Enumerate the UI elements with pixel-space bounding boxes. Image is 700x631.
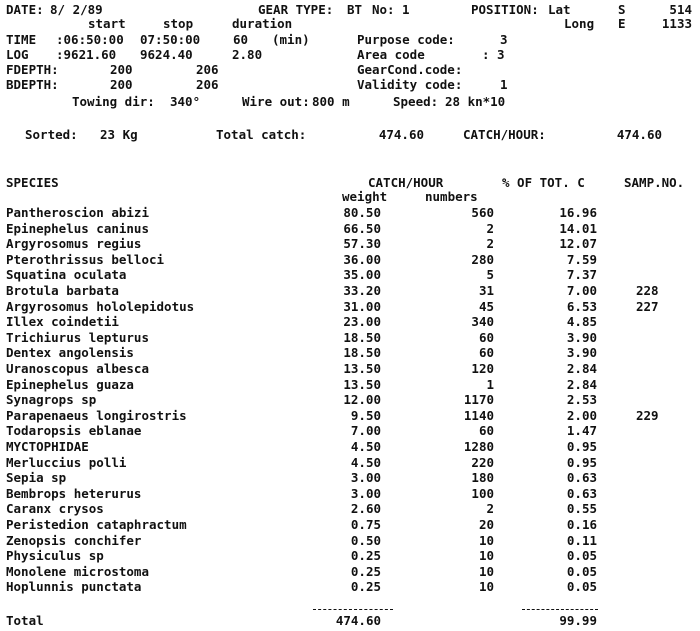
lat-value: 514 bbox=[669, 2, 692, 17]
species-name: Pterothrissus belloci bbox=[6, 252, 165, 267]
species-name: Zenopsis conchifer bbox=[6, 533, 142, 548]
species-name: Epinephelus caninus bbox=[6, 221, 149, 236]
weight-column-header: weight bbox=[342, 189, 388, 204]
numbers-value: 340 bbox=[471, 314, 494, 329]
numbers-value: 1140 bbox=[463, 408, 494, 423]
bdepth-label: BDEPTH: bbox=[6, 77, 59, 92]
total-label: Total bbox=[6, 613, 44, 628]
catch-hour-value: 474.60 bbox=[616, 127, 662, 142]
weight-value: 7.00 bbox=[350, 423, 381, 438]
species-name: Monolene microstoma bbox=[6, 564, 149, 579]
long-value: 1133 bbox=[661, 16, 692, 31]
purpose-label: Purpose code: bbox=[357, 32, 455, 47]
species-name: Trichiurus lepturus bbox=[6, 330, 149, 345]
total-pct: 99.99 bbox=[559, 613, 597, 628]
species-name: Argyrosomus hololepidotus bbox=[6, 299, 195, 314]
pct-value: 7.59 bbox=[566, 252, 597, 267]
species-name: MYCTOPHIDAE bbox=[6, 439, 89, 454]
species-name: Bembrops heterurus bbox=[6, 486, 142, 501]
catch-hour-label: CATCH/HOUR: bbox=[463, 127, 546, 142]
numbers-value: 280 bbox=[471, 252, 494, 267]
validity-label: Validity code: bbox=[357, 77, 463, 92]
numbers-value: 2 bbox=[486, 236, 494, 251]
log-label: LOG bbox=[6, 47, 29, 62]
numbers-value: 220 bbox=[471, 455, 494, 470]
sorted-label: Sorted: bbox=[25, 127, 78, 142]
pct-value: 7.37 bbox=[566, 267, 597, 282]
numbers-value: 2 bbox=[486, 501, 494, 516]
numbers-value: 100 bbox=[471, 486, 494, 501]
numbers-value: 120 bbox=[471, 361, 494, 376]
gear-type-value: BT bbox=[347, 2, 363, 17]
col-duration-header: duration bbox=[232, 16, 293, 31]
numbers-column-header: numbers bbox=[425, 189, 478, 204]
species-name: Illex coindetii bbox=[6, 314, 119, 329]
total-catch-label: Total catch: bbox=[216, 127, 307, 142]
time-label: TIME bbox=[6, 32, 37, 47]
species-name: Caranx crysos bbox=[6, 501, 104, 516]
weight-value: 57.30 bbox=[343, 236, 381, 251]
weight-value: 13.50 bbox=[343, 377, 381, 392]
towing-value: 340° bbox=[170, 94, 201, 109]
weight-value: 18.50 bbox=[343, 345, 381, 360]
species-name: Synagrops sp bbox=[6, 392, 97, 407]
station-no-value: 1 bbox=[402, 2, 410, 17]
species-name: Epinephelus guaza bbox=[6, 377, 134, 392]
gear-type-label: GEAR TYPE: bbox=[258, 2, 334, 17]
fdepth-label: FDEPTH: bbox=[6, 62, 59, 77]
bdepth-stop: 206 bbox=[196, 77, 219, 92]
weight-value: 80.50 bbox=[343, 205, 381, 220]
catch-hour-column-header: CATCH/HOUR bbox=[368, 175, 444, 190]
pct-value: 3.90 bbox=[566, 330, 597, 345]
species-name: Brotula barbata bbox=[6, 283, 119, 298]
towing-label: Towing dir: bbox=[72, 94, 155, 109]
pct-value: 2.84 bbox=[566, 377, 597, 392]
numbers-value: 10 bbox=[478, 548, 494, 563]
purpose-value: 3 bbox=[500, 32, 508, 47]
weight-value: 0.50 bbox=[350, 533, 381, 548]
numbers-value: 60 bbox=[478, 345, 494, 360]
species-name: Argyrosomus regius bbox=[6, 236, 142, 251]
pct-value: 7.00 bbox=[566, 283, 597, 298]
pct-value: 6.53 bbox=[566, 299, 597, 314]
numbers-value: 60 bbox=[478, 330, 494, 345]
weight-value: 13.50 bbox=[343, 361, 381, 376]
pct-value: 0.63 bbox=[566, 470, 597, 485]
species-name: Hoplunnis punctata bbox=[6, 579, 142, 594]
lat-label: Lat bbox=[548, 2, 571, 17]
pct-value: 2.00 bbox=[566, 408, 597, 423]
bdepth-start: 200 bbox=[110, 77, 133, 92]
weight-value: 18.50 bbox=[343, 330, 381, 345]
species-name: Parapenaeus longirostris bbox=[6, 408, 187, 423]
col-start-header: start bbox=[88, 16, 126, 31]
log-duration: 2.80 bbox=[232, 47, 263, 62]
species-name: Todaropsis eblanae bbox=[6, 423, 142, 438]
species-name: Squatina oculata bbox=[6, 267, 127, 282]
pct-total-rule bbox=[522, 609, 598, 610]
pct-value: 0.63 bbox=[566, 486, 597, 501]
numbers-value: 1170 bbox=[463, 392, 494, 407]
wire-out-label: Wire out: bbox=[242, 94, 310, 109]
pct-value: 12.07 bbox=[559, 236, 597, 251]
samp-column-header: SAMP.NO. bbox=[624, 175, 685, 190]
weight-value: 36.00 bbox=[343, 252, 381, 267]
species-name: Pantheroscion abizi bbox=[6, 205, 149, 220]
numbers-value: 5 bbox=[486, 267, 494, 282]
species-name: Dentex angolensis bbox=[6, 345, 134, 360]
numbers-value: 1280 bbox=[463, 439, 494, 454]
pct-value: 14.01 bbox=[559, 221, 597, 236]
date-label: DATE: bbox=[6, 2, 44, 17]
numbers-value: 10 bbox=[478, 564, 494, 579]
weight-value: 23.00 bbox=[343, 314, 381, 329]
species-name: Physiculus sp bbox=[6, 548, 104, 563]
pct-value: 2.84 bbox=[566, 361, 597, 376]
numbers-value: 1 bbox=[486, 377, 494, 392]
samp-value: 227 bbox=[636, 299, 659, 314]
time-unit: (min) bbox=[272, 32, 310, 47]
weight-value: 31.00 bbox=[343, 299, 381, 314]
weight-value: 12.00 bbox=[343, 392, 381, 407]
numbers-value: 45 bbox=[478, 299, 494, 314]
weight-value: 2.60 bbox=[350, 501, 381, 516]
species-name: Merluccius polli bbox=[6, 455, 127, 470]
speed-label: Speed: bbox=[393, 94, 439, 109]
total-weight: 474.60 bbox=[335, 613, 381, 628]
pct-value: 3.90 bbox=[566, 345, 597, 360]
speed-value: 28 kn*10 bbox=[445, 94, 506, 109]
pct-value: 0.55 bbox=[566, 501, 597, 516]
date-value: 8/ 2/89 bbox=[50, 2, 103, 17]
area-value: : 3 bbox=[482, 47, 505, 62]
total-catch-value: 474.60 bbox=[378, 127, 424, 142]
wire-out-value: 800 m bbox=[312, 94, 350, 109]
time-duration: 60 bbox=[233, 32, 249, 47]
weight-total-rule bbox=[313, 609, 393, 610]
long-label: Long bbox=[564, 16, 595, 31]
pct-value: 0.05 bbox=[566, 548, 597, 563]
weight-value: 0.75 bbox=[350, 517, 381, 532]
pct-value: 0.05 bbox=[566, 564, 597, 579]
fdepth-stop: 206 bbox=[196, 62, 219, 77]
weight-value: 3.00 bbox=[350, 486, 381, 501]
numbers-value: 560 bbox=[471, 205, 494, 220]
numbers-value: 10 bbox=[478, 579, 494, 594]
weight-value: 33.20 bbox=[343, 283, 381, 298]
time-start: :06:50:00 bbox=[56, 32, 124, 47]
pct-value: 0.11 bbox=[566, 533, 597, 548]
weight-value: 35.00 bbox=[343, 267, 381, 282]
weight-value: 0.25 bbox=[350, 564, 381, 579]
weight-value: 9.50 bbox=[350, 408, 381, 423]
fdepth-start: 200 bbox=[110, 62, 133, 77]
col-stop-header: stop bbox=[163, 16, 194, 31]
station-no-label: No: bbox=[372, 2, 395, 17]
species-name: Sepia sp bbox=[6, 470, 67, 485]
samp-value: 229 bbox=[636, 408, 659, 423]
time-stop: 07:50:00 bbox=[140, 32, 201, 47]
pct-value: 4.85 bbox=[566, 314, 597, 329]
pct-value: 0.95 bbox=[566, 439, 597, 454]
pct-value: 16.96 bbox=[559, 205, 597, 220]
species-name: Uranoscopus albesca bbox=[6, 361, 149, 376]
area-label: Area code bbox=[357, 47, 425, 62]
gearcond-label: GearCond.code: bbox=[357, 62, 463, 77]
species-name: Peristedion cataphractum bbox=[6, 517, 187, 532]
numbers-value: 31 bbox=[478, 283, 494, 298]
sorted-value: 23 Kg bbox=[100, 127, 138, 142]
species-column-header: SPECIES bbox=[6, 175, 59, 190]
samp-value: 228 bbox=[636, 283, 659, 298]
position-label: POSITION: bbox=[471, 2, 539, 17]
numbers-value: 180 bbox=[471, 470, 494, 485]
pct-value: 0.95 bbox=[566, 455, 597, 470]
weight-value: 4.50 bbox=[350, 439, 381, 454]
weight-value: 0.25 bbox=[350, 579, 381, 594]
pct-value: 0.16 bbox=[566, 517, 597, 532]
weight-value: 0.25 bbox=[350, 548, 381, 563]
numbers-value: 60 bbox=[478, 423, 494, 438]
pct-value: 0.05 bbox=[566, 579, 597, 594]
weight-value: 4.50 bbox=[350, 455, 381, 470]
numbers-value: 2 bbox=[486, 221, 494, 236]
pct-column-header: % OF TOT. C bbox=[502, 175, 585, 190]
validity-value: 1 bbox=[500, 77, 508, 92]
long-direction: E bbox=[618, 16, 626, 31]
numbers-value: 20 bbox=[478, 517, 494, 532]
pct-value: 2.53 bbox=[566, 392, 597, 407]
weight-value: 3.00 bbox=[350, 470, 381, 485]
weight-value: 66.50 bbox=[343, 221, 381, 236]
lat-direction: S bbox=[618, 2, 626, 17]
pct-value: 1.47 bbox=[566, 423, 597, 438]
log-stop: 9624.40 bbox=[140, 47, 193, 62]
log-start: :9621.60 bbox=[56, 47, 117, 62]
numbers-value: 10 bbox=[478, 533, 494, 548]
